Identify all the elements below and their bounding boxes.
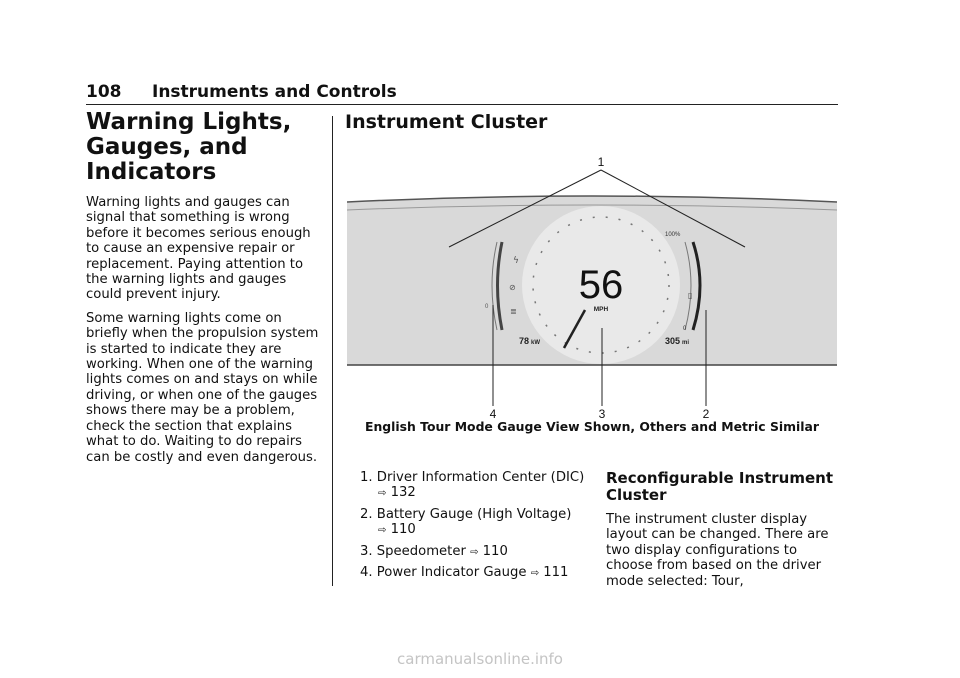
left-column <box>86 110 322 473</box>
page-ref-link[interactable]: ⇨ 111 <box>530 565 569 581</box>
speed-readout: 56 <box>578 263 624 307</box>
headlamp-icon: ≣ <box>510 307 517 316</box>
column-divider <box>332 116 333 586</box>
list-item: 2. Battery Gauge (High Voltage) ⇨ 110 <box>360 506 572 538</box>
page-ref-link[interactable]: ⇨ 132 <box>378 485 416 501</box>
battery-icon: ▯ <box>688 291 693 300</box>
section-title: Instruments and Controls <box>152 82 397 102</box>
list-item: 4. Power Indicator Gauge ⇨ 111 <box>360 565 569 581</box>
instrument-cluster-heading: Instrument Cluster <box>345 111 548 133</box>
page-ref-link[interactable]: ⇨ 110 <box>470 543 508 559</box>
warning-lights-heading: Warning Lights, Gauges, and Indicators <box>86 109 292 185</box>
power-readout: 78 kW <box>519 336 541 346</box>
steering-icon: ⊘ <box>509 283 516 292</box>
page-ref-link[interactable]: ⇨ 110 <box>378 522 416 538</box>
figure-caption: English Tour Mode Gauge View Shown, Others and Metric Similar <box>365 419 819 434</box>
callout-3: 3 <box>598 407 606 421</box>
reconfigurable-section <box>606 470 838 589</box>
battery-full-label: 100% <box>665 232 681 238</box>
page-number: 108 <box>86 82 122 102</box>
reconfigurable-heading: Reconfigurable Instrument Cluster <box>606 469 834 504</box>
callout-2: 2 <box>702 407 710 421</box>
speed-unit: MPH <box>593 306 609 313</box>
list-item: 1. Driver Information Center (DIC) ⇨ 132 <box>360 470 585 501</box>
callout-list <box>360 470 585 586</box>
watermark: carmanualsonline.info <box>397 650 563 668</box>
lightning-icon: ϟ <box>513 256 519 266</box>
page-header <box>86 80 838 105</box>
list-item: 3. Speedometer ⇨ 110 <box>360 543 508 559</box>
reconfigurable-paragraph: The instrument cluster display layout can be changed. There are two display configurations to choose from based on the driver mode selected: Tour, <box>606 512 829 589</box>
intro-paragraph: Warning lights and gauges can signal that something is wrong before it becomes serious enough to cause an expensive repair or replacement. Paying attention to the warning lights and gauges could prevent injury. <box>86 195 311 303</box>
range-readout: 305 mi <box>665 336 690 346</box>
callout-4: 4 <box>489 407 497 421</box>
warning-paragraph: Some warning lights come on briefly when the propulsion system is started to indicate they are working. When one of the warning lights comes on and stays on while driving, or when one of the gauges shows there may be a problem, check the section that explains what to do. Waiting to do repairs can be costly and even dangerous. <box>86 310 319 465</box>
arrow-right-icon: ⇨ <box>530 568 540 580</box>
arrow-right-icon: ⇨ <box>470 546 479 558</box>
power-zero-label: 0 <box>485 304 489 310</box>
battery-zero-label: 0 <box>683 326 687 332</box>
callout-1: 1 <box>597 155 605 169</box>
arrow-right-icon: ⇨ <box>378 525 387 537</box>
instrument-cluster-figure <box>347 150 837 430</box>
arrow-right-icon: ⇨ <box>378 488 387 500</box>
